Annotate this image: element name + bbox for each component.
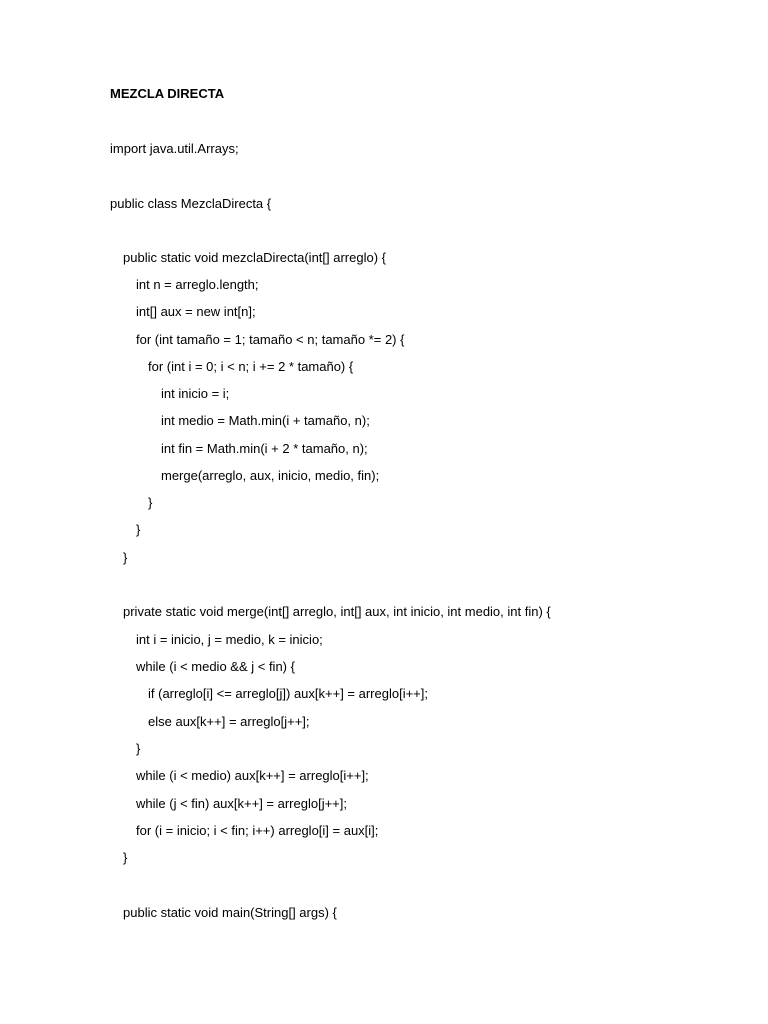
code-line: int i = inicio, j = medio, k = inicio; (136, 632, 323, 647)
code-line: else aux[k++] = arreglo[j++]; (148, 714, 310, 729)
code-line: } (136, 741, 141, 756)
code-line: merge(arreglo, aux, inicio, medio, fin); (161, 468, 380, 483)
code-line: for (int tamaño = 1; tamaño < n; tamaño *= 2) { (136, 332, 405, 347)
code-line: public class MezclaDirecta { (110, 196, 272, 211)
code-line: } (123, 550, 128, 565)
document-title: MEZCLA DIRECTA (110, 86, 225, 101)
code-line: private static void merge(int[] arreglo, int[] aux, int inicio, int medio, int fin) { (123, 604, 551, 619)
code-line: int inicio = i; (161, 386, 230, 401)
code-line: } (136, 522, 141, 537)
code-line: } (123, 850, 128, 865)
code-line: while (i < medio && j < fin) { (136, 659, 295, 674)
code-line: public static void mezclaDirecta(int[] arreglo) { (123, 250, 386, 265)
code-line: for (int i = 0; i < n; i += 2 * tamaño) { (148, 359, 354, 374)
code-line: } (148, 495, 153, 510)
code-line: int n = arreglo.length; (136, 277, 259, 292)
code-line: while (i < medio) aux[k++] = arreglo[i++]; (136, 768, 369, 783)
code-line: int medio = Math.min(i + tamaño, n); (161, 413, 370, 428)
code-line: int fin = Math.min(i + 2 * tamaño, n); (161, 441, 368, 456)
code-line: for (i = inicio; i < fin; i++) arreglo[i] = aux[i]; (136, 823, 379, 838)
code-line: if (arreglo[i] <= arreglo[j]) aux[k++] = arreglo[i++]; (148, 686, 429, 701)
code-line: while (j < fin) aux[k++] = arreglo[j++]; (136, 796, 347, 811)
code-line: public static void main(String[] args) { (123, 905, 337, 920)
code-line: int[] aux = new int[n]; (136, 304, 256, 319)
code-line: import java.util.Arrays; (110, 141, 239, 156)
